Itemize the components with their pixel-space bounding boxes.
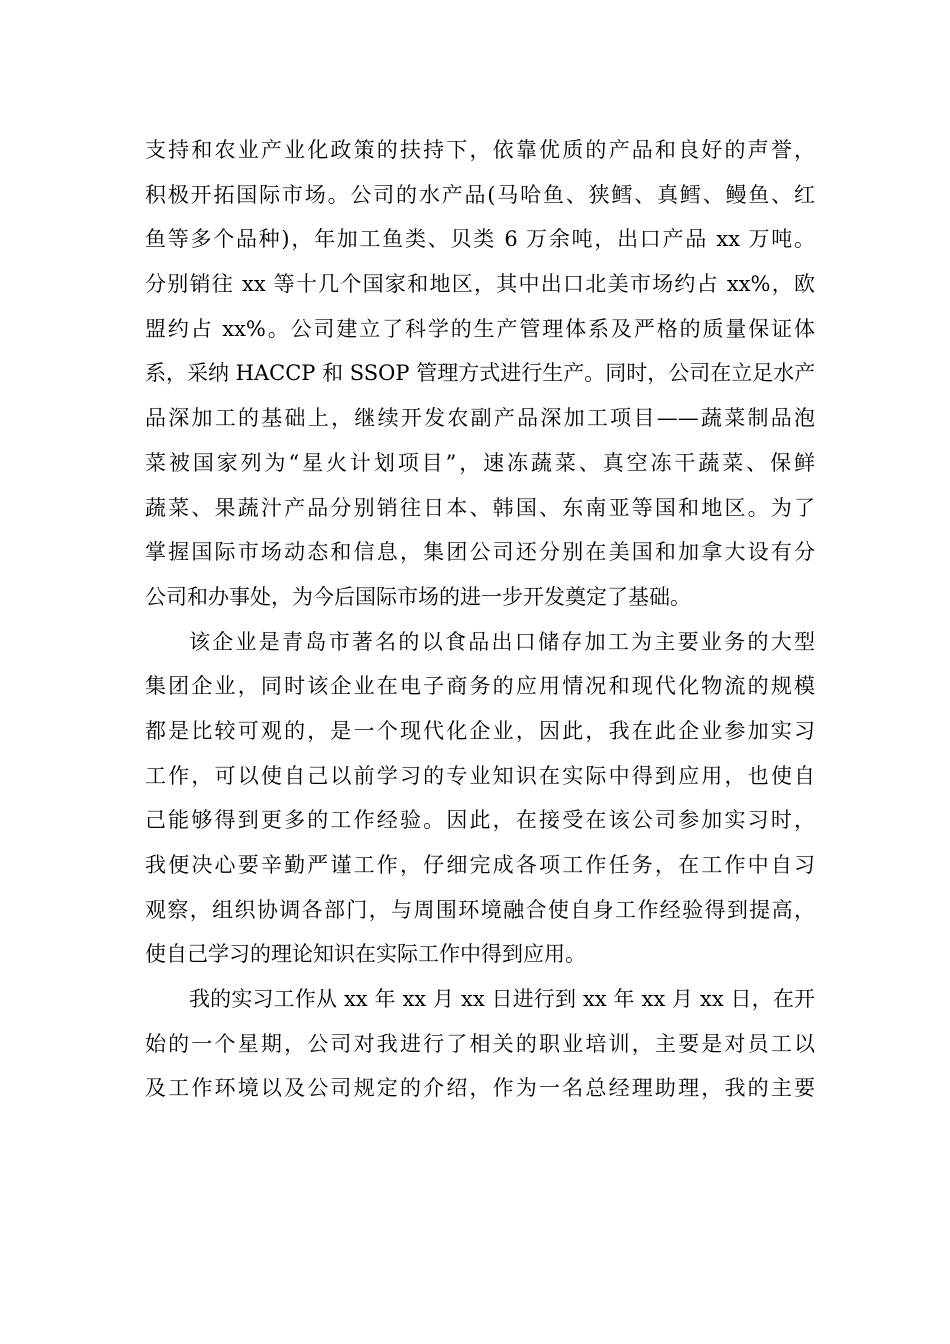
text-line: 及工作环境以及公司规定的介绍，作为一名总经理助理，我的主要 xyxy=(145,1076,815,1101)
text-line: 品深加工的基础上，继续开发农副产品深加工项目——蔬菜制品泡 xyxy=(145,406,815,431)
text-line: 观察，组织协调各部门，与周围环境融合使自身工作经验得到提高， xyxy=(145,897,815,922)
text-line: 支持和农业产业化政策的扶持下，依靠优质的产品和良好的声誉， xyxy=(145,138,815,162)
text-line: 菜被国家列为“星火计划项目”，速冻蔬菜、真空冻干蔬菜、保鲜 xyxy=(145,450,815,475)
text-line: 蔬菜、果蔬汁产品分别销往日本、韩国、东南亚等国和地区。为了 xyxy=(145,495,815,520)
text-line: 鱼等多个品种)，年加工鱼类、贝类 6 万余吨，出口产品 xx 万吨。 xyxy=(145,227,815,252)
text-line: 集团企业，同时该企业在电子商务的应用情况和现代化物流的规模 xyxy=(145,674,815,699)
text-line: 公司和办事处，为今后国际市场的进一步开发奠定了基础。 xyxy=(145,584,691,609)
text-line: 积极开拓国际市场。公司的水产品(马哈鱼、狭鳕、真鳕、鳗鱼、红 xyxy=(145,182,815,207)
text-line: 我便决心要辛勤严谨工作，仔细完成各项工作任务，在工作中自习 xyxy=(145,853,815,877)
text-line: 系，采纳 HACCP 和 SSOP 管理方式进行生产。同时，公司在立足水产 xyxy=(145,361,816,386)
text-line: 掌握国际市场动态和信息，集团公司还分别在美国和加拿大设有分 xyxy=(145,540,815,565)
text-line: 该企业是青岛市著名的以食品出口储存加工为主要业务的大型 xyxy=(189,629,815,654)
body-text xyxy=(145,128,815,1111)
text-line: 都是比较可观的，是一个现代化企业，因此，我在此企业参加实习 xyxy=(145,718,815,743)
text-line: 己能够得到更多的工作经验。因此，在接受在该公司参加实习时， xyxy=(145,808,815,833)
text-line: 工作，可以使自己以前学习的专业知识在实际中得到应用，也使自 xyxy=(145,763,815,788)
text-line: 分别销往 xx 等十几个国家和地区，其中出口北美市场约占 xx%，欧 xyxy=(145,272,815,297)
text-line: 使自己学习的理论知识在实际工作中得到应用。 xyxy=(145,942,586,967)
text-line: 始的一个星期，公司对我进行了相关的职业培训，主要是对员工以 xyxy=(145,1031,815,1056)
text-line: 我的实习工作从 xx 年 xx 月 xx 日进行到 xx 年 xx 月 xx 日，在开 xyxy=(189,987,815,1012)
text-line: 盟约占 xx%。公司建立了科学的生产管理体系及严格的质量保证体 xyxy=(145,316,815,341)
